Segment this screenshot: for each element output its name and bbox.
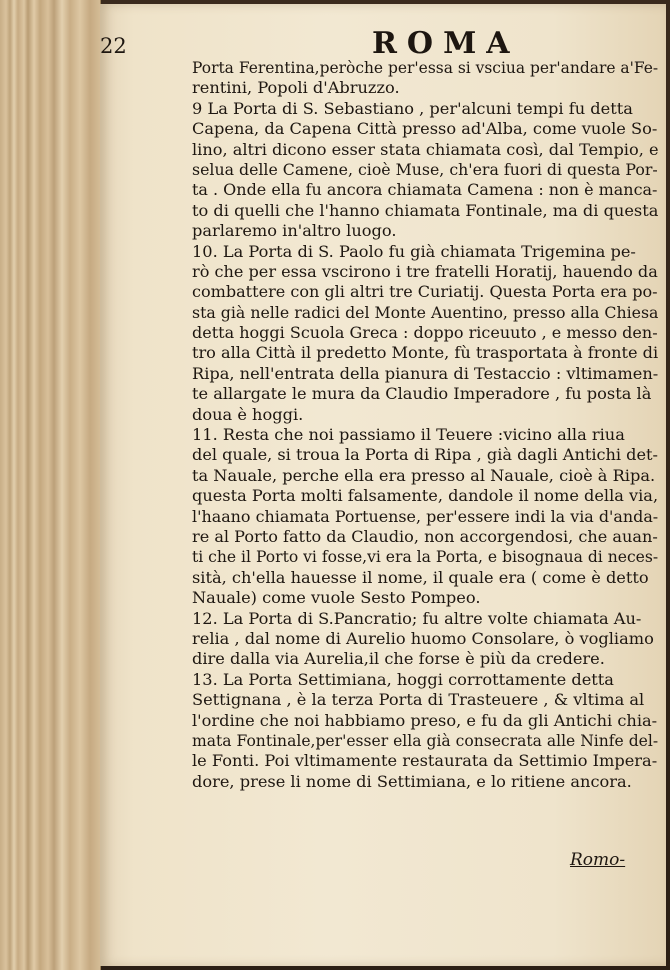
text-line: Settignana , è la terza Porta di Trasteuere , & vltima al xyxy=(192,690,645,710)
text-line: detta hoggi Scuola Greca : doppo riceuuto , e messo den- xyxy=(192,323,658,343)
text-line: lino, altri dicono esser stata chiamata così, dal Tempio, e xyxy=(192,139,659,159)
text-line: 9 La Porta di S. Sebastiano , per'alcuni tempi fu detta xyxy=(192,98,633,118)
text-line: doua è hoggi. xyxy=(192,404,304,424)
text-line: te allargate le mura da Claudio Imperadore , fu posta là xyxy=(192,384,652,404)
text-line: Porta Ferentina,peròche per'essa si vsciua per'andare a'Fe- xyxy=(192,58,659,77)
text-line: sità, ch'ella hauesse il nome, il quale era ( come è detto xyxy=(192,567,649,587)
text-line: del quale, si troua la Porta di Ripa , già dagli Antichi det- xyxy=(192,445,658,465)
text-line: ta . Onde ella fu ancora chiamata Camena : non è manca- xyxy=(192,180,658,200)
text-line: questa Porta molti falsamente, dandole il nome della via, xyxy=(192,486,659,506)
text-line: mata Fontinale,per'esser ella già consecrata alle Ninfe del- xyxy=(192,730,659,750)
running-title: ROMA xyxy=(372,26,520,61)
text-line: combattere con gli altri tre Curiatij. Questa Porta era po- xyxy=(192,282,658,302)
text-line: dore, prese li nome di Settimiana, e lo ritiene ancora. xyxy=(192,771,632,791)
text-line: Ripa, nell'entrata della pianura di Testaccio : vltimamen- xyxy=(192,363,659,383)
text-line: rentini, Popoli d'Abruzzo. xyxy=(192,78,400,98)
page-number: 22 xyxy=(100,34,127,58)
text-line: Capena, da Capena Città presso ad'Alba, come vuole So- xyxy=(192,119,658,139)
text-line: 13. La Porta Settimiana, hoggi corrottamente detta xyxy=(192,669,614,689)
text-line: sta già nelle radici del Monte Auentino, presso alla Chiesa xyxy=(192,302,659,322)
text-line: relia , dal nome di Aurelio huomo Consolare, ò vogliamo xyxy=(192,628,654,648)
text-line: to di quelli che l'hanno chiamata Fontinale, ma di questa xyxy=(192,200,659,220)
text-line: dire dalla via Aurelia,il che forse è più da credere. xyxy=(192,649,605,669)
text-line: ta Nauale, perche ella era presso al Nauale, cioè à Ripa. xyxy=(192,465,656,485)
text-line: re al Porto fatto da Claudio, non accorgendosi, che auan- xyxy=(192,526,658,546)
text-line: selua delle Camene, cioè Muse, ch'era fuori di questa Por- xyxy=(192,159,658,179)
text-line: le Fonti. Poi vltimamente restaurata da Settimio Impera- xyxy=(192,751,658,771)
text-line: l'ordine che noi habbiamo preso, e fu da gli Antichi chia- xyxy=(192,710,658,730)
text-line: 12. La Porta di S.Pancratio; fu altre volte chiamata Au- xyxy=(192,608,642,628)
text-line: parlaremo in'altro luogo. xyxy=(192,221,397,241)
text-line: 11. Resta che noi passiamo il Teuere :vicino alla riua xyxy=(192,425,625,445)
text-line: rò che per essa vscirono i tre fratelli Horatij, hauendo da xyxy=(192,261,658,281)
text-line: 10. La Porta di S. Paolo fu già chiamata Trigemina pe- xyxy=(192,241,636,261)
text-line: ti che il Porto vi fosse,vi era la Porta, e bisognaua di neces- xyxy=(192,547,659,567)
page-edges xyxy=(0,0,101,970)
text-line: tro alla Città il predetto Monte, fù trasportata à fronte di xyxy=(192,343,659,363)
text-line: Nauale) come vuole Sesto Pompeo. xyxy=(192,588,481,608)
catchword: Romo- xyxy=(570,850,626,870)
body-text xyxy=(192,58,658,792)
text-line: l'haano chiamata Portuense, per'essere indi la via d'anda- xyxy=(192,506,659,526)
